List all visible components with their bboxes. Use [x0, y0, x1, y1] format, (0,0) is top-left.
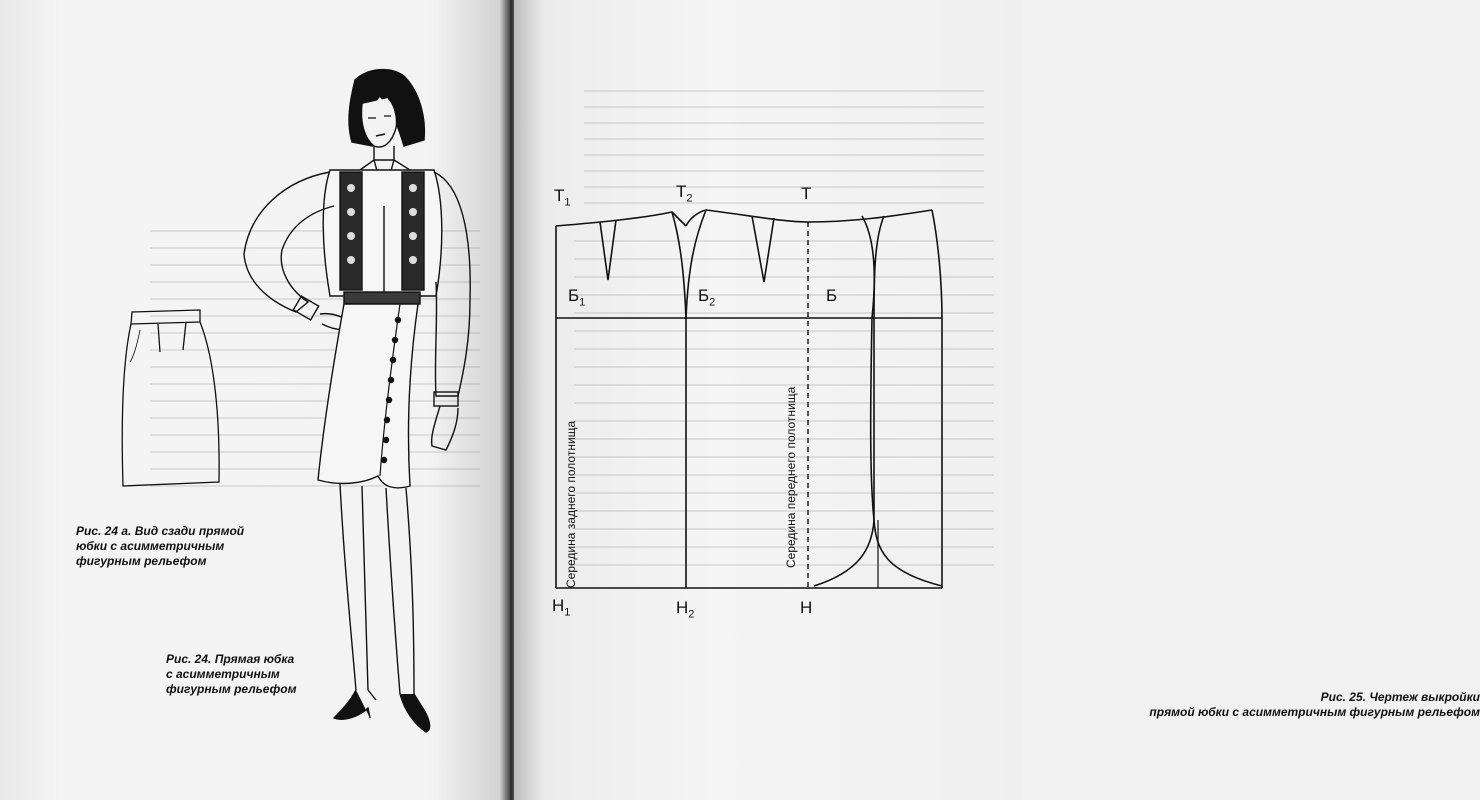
woman-figure — [244, 70, 470, 732]
point-label-b1: $Б_1$ — [568, 286, 586, 309]
figure-24a-caption — [76, 524, 276, 569]
point-label-t2: $Т_2$ — [676, 182, 693, 205]
point-label-b2: $Б_2$ — [698, 286, 716, 309]
caption-line: Рис. 24. Прямая юбка — [166, 652, 295, 666]
caption-line: фигурным рельефом — [76, 554, 207, 568]
point-label-t1: $Т_1$ — [554, 186, 571, 209]
caption-line: фигурным рельефом — [166, 682, 297, 696]
figure-25-caption — [1084, 690, 1480, 720]
front-center-label: Середина переднего полотнища — [784, 386, 798, 568]
left-page — [0, 0, 506, 800]
caption-line: с асимметричным — [166, 667, 280, 681]
caption-line: Рис. 24 а. Вид сзади прямой — [76, 524, 245, 538]
figure-24-caption — [166, 652, 326, 697]
point-label-t: Т — [801, 184, 812, 203]
skirt-back-view — [122, 310, 219, 486]
right-page — [514, 0, 1480, 800]
point-label-h2: $Н_2$ — [676, 598, 695, 621]
back-center-label: Середина заднего полотнища — [564, 420, 578, 588]
point-label-b: Б — [826, 286, 838, 305]
caption-line: юбки с асимметричным — [76, 539, 225, 553]
caption-line: Рис. 25. Чертеж выкройки — [1320, 690, 1480, 704]
caption-line: прямой юбки с асимметричным фигурным рельефом — [1149, 705, 1480, 719]
point-label-h: Н — [800, 598, 813, 617]
pattern-outline — [556, 210, 942, 588]
skirt-pattern-drawing — [514, 0, 1022, 800]
point-label-h1: $Н_1$ — [552, 596, 571, 619]
